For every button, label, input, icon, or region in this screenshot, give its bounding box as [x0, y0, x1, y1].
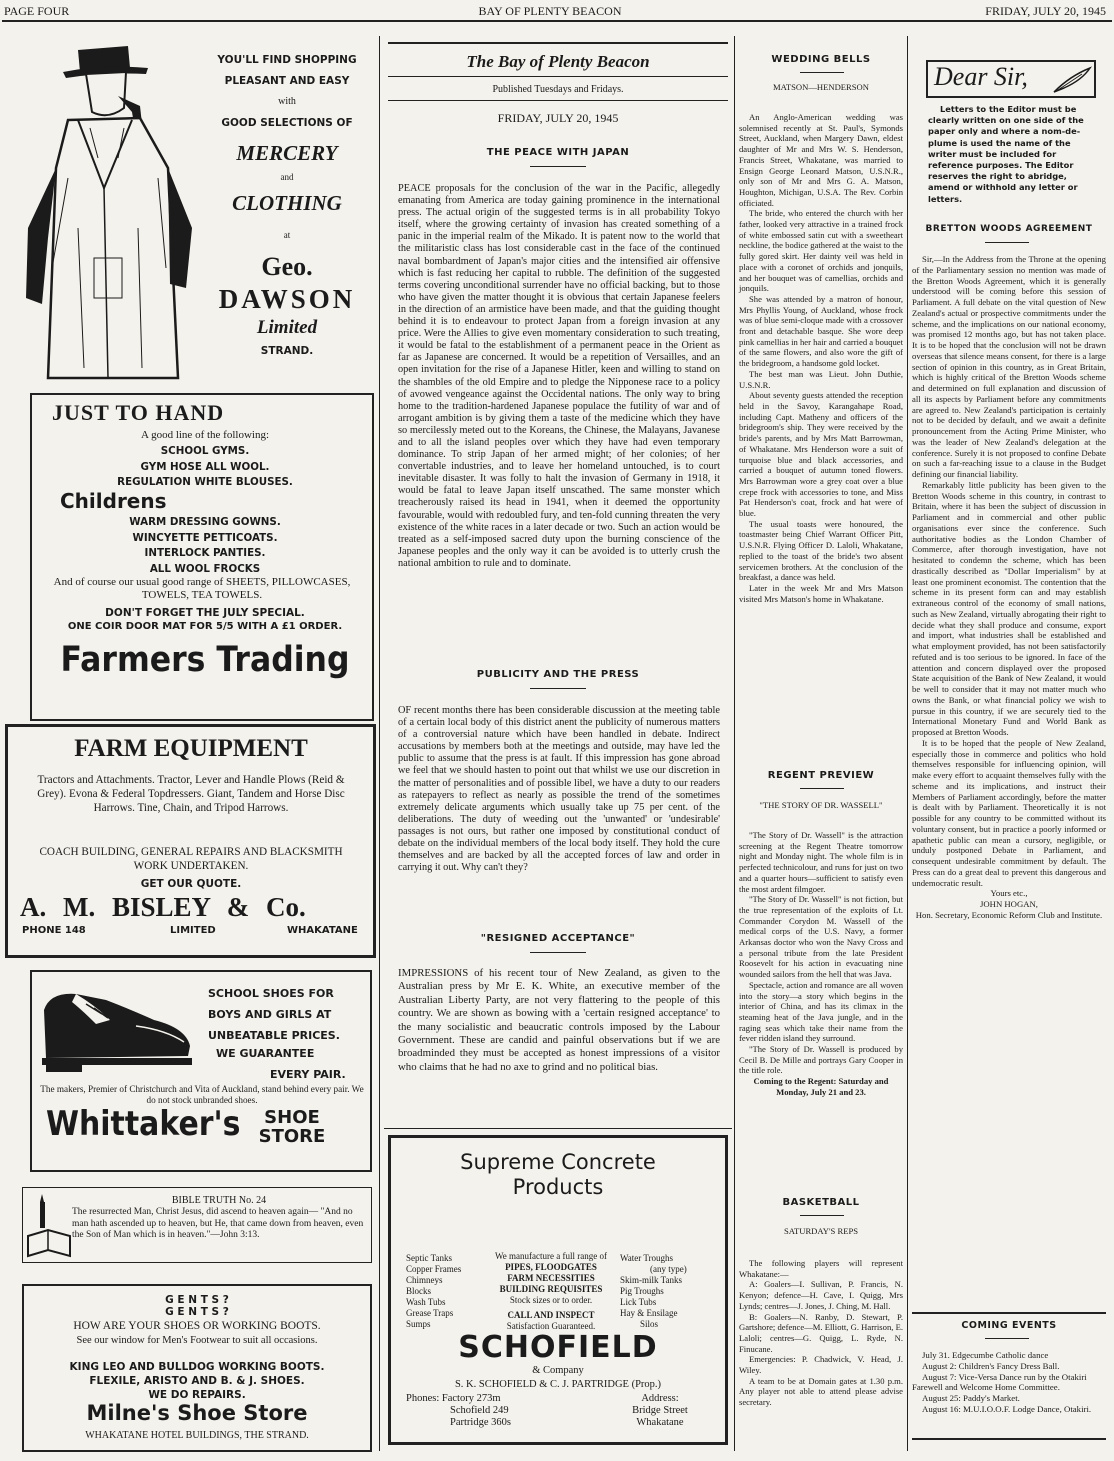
heading-rule [530, 166, 586, 167]
bisley-town: WHAKATANE [287, 925, 358, 936]
bisley-limited: LIMITED [170, 925, 216, 936]
dawson-line4: GOOD SELECTIONS OF [221, 117, 353, 129]
schofield-middle [488, 1251, 614, 1332]
schofield-item: Sumps [406, 1319, 431, 1329]
dawson-line8: at [283, 230, 291, 240]
letter-signer-title: Hon. Secretary, Economic Reform Club and Institute. [915, 909, 1103, 920]
schofield-mid-text: Satisfaction Guaranteed. [506, 1321, 596, 1331]
event-item: August 2: Children's Fancy Dress Ball. [922, 1360, 1060, 1371]
events-heading: COMING EVENTS [961, 1320, 1057, 1331]
shoe-illustration [36, 980, 196, 1079]
whittakers-line: UNBEATABLE PRICES. [208, 1029, 340, 1042]
bisley-quote: GET OUR QUOTE. [140, 878, 242, 890]
farmers-item: WINCYETTE PETTICOATS. [132, 531, 278, 544]
farmers-item: SCHOOL GYMS. [160, 445, 250, 457]
basketball-sub: SATURDAY'S REPS [783, 1226, 859, 1236]
farmers-title: JUST TO HAND [52, 400, 225, 425]
bible-title: BIBLE TRUTH No. 24 [171, 1195, 267, 1206]
schofield-left-list [406, 1253, 461, 1330]
schofield-phones-more [450, 1405, 511, 1429]
wedding-paragraph: The bride, who entered the church with her father, looked very attractive in a trained frock of white embossed satin cut with a sweetheart neckline, the bodice gathered at the waist to the fully gored skirt. Her dainty veil was held in place with a coronet of orchids and jonquils, and her bouquet was of camellias, orchids and jonquils. [739, 208, 903, 294]
editorial-date: FRIDAY, JULY 20, 1945 [497, 111, 619, 125]
basketball-text [739, 1258, 903, 1408]
published-line: Published Tuesdays and Fridays. [492, 84, 624, 95]
schofield-address [612, 1393, 708, 1429]
schofield-item: (any type) [650, 1264, 687, 1274]
schofield-phone: Factory 273m [441, 1393, 501, 1404]
farmers-items1 [40, 444, 370, 491]
schofield-item: Pig Troughs [620, 1286, 664, 1296]
basketball-paragraph: Emergencies: P. Chadwick, V. Head, J. Wiley. [739, 1354, 903, 1376]
letter-signer: JOHN HOGAN, [980, 899, 1038, 909]
man-illustration [8, 28, 198, 388]
header-date: FRIDAY, JULY 20, 1945 [985, 4, 1106, 18]
whittakers-line: SCHOOL SHOES FOR [208, 987, 334, 1000]
editorial-resigned-text: IMPRESSIONS of his recent tour of New Zealand, as given to the Australian press by Mr E. K. White, an executive member of the Australian Liberty Party, are not very flattering to the people of this country. We are shown as bowing with a 'certain resigned acceptance' to the many socialistic and beaucratic controls imposed by the Labour Government. These are candid and painful observations but if we are broadminded they must be accepted as honest impressions of a visitor who claims that he had no axe to grind and no political bias. [398, 967, 720, 1073]
schofield-phones [406, 1393, 501, 1405]
wedding-text [739, 112, 903, 604]
schofield-item: Silos [640, 1319, 659, 1329]
whittakers-guarantee: WE GUARANTEE [216, 1047, 315, 1060]
heading-rule [800, 72, 844, 73]
dawson-line3: with [278, 96, 296, 107]
editorial-heading-resigned: "RESIGNED ACCEPTANCE" [480, 933, 636, 944]
schofield-phone: Schofield 249 [450, 1405, 509, 1416]
schofield-item: Skim-milk Tanks [620, 1275, 682, 1285]
heading-rule [800, 1215, 844, 1216]
bisley-name: A. M. BISLEY & Co. [20, 892, 306, 922]
event-item: July 31. Edgecumbe Catholic dance [922, 1350, 1049, 1360]
bretton-letter [912, 254, 1106, 921]
masthead-rule [388, 42, 728, 44]
heading-rule [530, 952, 586, 953]
wedding-paragraph: An Anglo-American wedding was solemnised recently at St. Paul's, Symonds Street, Auckland, when Margery Dawn, eldest daughter of Mr and Mrs W. S. Henderson, Francis Street, Whakatane, was married to Ensign George Leonard Matson, U.S.N.R., only son of Mr and Mrs G. A. Matson, Houghton, Michigan, U.S.A. The Rev. Corbin officiated. [739, 112, 903, 208]
basketball-heading: BASKETBALL [782, 1197, 860, 1208]
schofield-item: Septic Tanks [406, 1253, 452, 1263]
heading-rule [530, 688, 586, 689]
schofield-address-line: Whakatane [636, 1417, 684, 1428]
dawson-geo: Geo. [261, 252, 313, 281]
whittakers-line: BOYS AND GIRLS AT [208, 1008, 332, 1021]
editorial-heading-japan: THE PEACE WITH JAPAN [486, 147, 630, 158]
bisley-body2: COACH BUILDING, GENERAL REPAIRS AND BLACKSMITH WORK UNDERTAKEN. [39, 846, 343, 872]
schofield-item: Hay & Ensilage [620, 1308, 678, 1318]
bisley-title: FARM EQUIPMENT [74, 735, 308, 762]
whittakers-lines [208, 983, 340, 1046]
schofield-right-list [620, 1253, 687, 1330]
bisley-phone: PHONE 148 [22, 925, 86, 936]
farmers-childrens: Childrens [60, 489, 167, 513]
wedding-heading: WEDDING BELLS [771, 54, 871, 65]
section-rule [384, 1128, 732, 1129]
schofield-item: Copper Frames [406, 1264, 462, 1274]
schofield-phones-label: Phones: [406, 1393, 440, 1404]
schofield-item: Chimneys [406, 1275, 443, 1285]
farmers-items2 [40, 515, 370, 577]
editorial-japan-text: PEACE proposals for the conclusion of the war in the Pacific, allegedly emanating from America are today gaining prominence in the international press. The actual origin of the suggested terms is in all probability Tokyo itself, where the growing certainty of invasion has created something of a panic in the imperial realm of the Mikado. It is patent now to the world that the militaristic class has lost considerable cast in the face of the continued naval bombardment of Japan's major cities and the intensified air offensive which is fast reducing her capital to rubble. The definition of the suggested terms covering unconditional surrender have no official backing, but to those who have given the matter thought it is obvious that certain Japanese feelers in the direction of an armistice have been made, and that the guiding thought behind it is to endeavour to protect Japan from a foreign invasion at any price. Were the Allies to give even momentary consideration to such treating, it would be fatal to the establishment of a permanent peace in the Orient as far as Japanese are concerned. It would be a repetition of Versailles, and an open invitation for the rise of a Japanese Hitler, keen and willing to stand on the shambles of the old Empire and to pledge the Nipponese race to a policy of avowed vengeance against the Occidental nations. The only way to bring home to the tradition-hardened Japanese populace the futility of war and of arrogant ambition is by giving them a taste of the medicine which they have so mercilessly meted out to the Koreans, the Chinese, the Malayans, Javanese and to all the island peoples over which they have had even temporary dominance. To strip Japan of her armed might; of her colonies; of her convertable industries, and to leave her homeland untouched, is to court inevitable disaster. It was folly to halt the invasion of Germany in 1918, it would be fatal to leave Japan itself unscathed. The same monster which treacherously raised its head in 1941, when it deemed the opportunity favourable, would with redoubled fury, and ten-fold cunning threaten the very existence of the white races in a later decade or two. Such an action would be treated as a self-imposed sacred duty upon the burning conscience of the Japanese peoples and the only way it can be avoided is to utterly crush the national ambition to rule and to dominate. [398, 183, 720, 569]
farmers-item: WARM DRESSING GOWNS. [129, 516, 281, 528]
milnes-line4: See our window for Men's Footwear to suit all occasions. [76, 1335, 318, 1346]
regent-text [739, 830, 903, 1098]
header-rule [2, 20, 1112, 22]
section-rule [912, 1438, 1106, 1440]
whittakers-every-pair: EVERY PAIR. [270, 1068, 346, 1081]
editorial-heading-publicity: PUBLICITY AND THE PRESS [476, 669, 640, 680]
schofield-title [392, 1150, 724, 1200]
masthead: The Bay of Plenty Beacon [466, 52, 650, 71]
basketball-paragraph: A team to be at Domain gates at 1.30 p.m. Any player not able to attend please advise secretary. [739, 1375, 903, 1408]
basketball-paragraph: A: Goalers—I. Sullivan, P. Francis, N. Kenyon; defence—H. Cave, I. Quigg, Mrs Lynds; centres—J. Jones, J. Ching, M. Hall. [739, 1279, 903, 1311]
letter-paragraph: Sir,—In the Address from the Throne at the opening of the Parliamentary session no mention was made of the Bretton Woods Agreement, which it is generally understood will be coming before this session of Parliament. A full debate on the vital question of New Zealand's actual or prospective commitments under the scheme, and the implications on our national economy, was promised 12 months ago, but has not taken place. It is to be hoped that the conclusion will not be drawn overseas that silence means consent, for there is a large section of opinion in this country, as in Great Britain, which is highly critical of the Bretton Woods scheme and determined on full explanation and discussion of all its aspects by Parliament before any commitments are agreed to. New Zealand's participation is certainly not to be decided by default, and we await a definite pronouncement from the Acting Prime Minister, who was the leader of New Zealand's delegation at the conference. Surely it is not proposed to confine Debate on such a far-reaching issue to a clause in the Budget defining our financial liability. [912, 254, 1106, 479]
column-rule [734, 36, 735, 1451]
dawson-line1: YOU'LL FIND SHOPPING [217, 54, 357, 66]
regent-paragraph: "The Story of Dr. Wassell is produced by Cecil B. De Mille and portrays Gary Cooper in the title role. [739, 1044, 903, 1076]
dawson-name: DAWSON [218, 284, 356, 314]
schofield-title1: Supreme Concrete [460, 1150, 656, 1174]
letter-closing: Yours etc., [990, 888, 1028, 899]
farmers-intro: A good line of the following: [140, 429, 269, 441]
schofield-item: Wash Tubs [406, 1297, 446, 1307]
wedding-paragraph: Later in the week Mr and Mrs Matson visited Mrs Matson's home in Whakatane. [739, 582, 903, 604]
regent-sub: "THE STORY OF DR. WASSELL" [759, 800, 883, 810]
letter-paragraph: Remarkably little publicity has been given to the Bretton Woods scheme in this country, in contrast to Britain, where it has been the subject of discussion in Parliament and in commercial and other public organisations ever since the conference. Such authoritative bodies as the London Chamber of Commerce, after thorough investigation, have not hesitated to condemn the scheme, which has been drastically described as "Dollar Imperialism" by at least one prominent economist. The contention that the scheme in its present form can and may establish extraneous control of the economy of small nations, such as New Zealand, virtually abrogating their right to decide what they shall produce and consume, export and import, what industries shall be established and what employment provided, has not been satisfactorily refuted and is too serious to be ignored. In face of the attention and concern displayed over the proposed State acquisition of the Bank of New Zealand, it would be well to consider that it may not matter much who owns the Bank, or what financial policy we wish to pursue in this country, if we are securely tied to the International Monetary Fund and World Bank as proposed at Bretton Woods. [912, 479, 1106, 737]
schofield-props: S. K. SCHOFIELD & C. J. PARTRIDGE (Prop.) [454, 1379, 662, 1390]
section-rule [912, 1312, 1106, 1314]
bretton-heading: BRETTON WOODS AGREEMENT [925, 224, 1093, 234]
milnes-gents [24, 1294, 370, 1318]
dawson-line2: PLEASANT AND EASY [224, 75, 350, 87]
farmers-item: GYM HOSE ALL WOOL. [140, 460, 270, 473]
farmers-range: And of course our usual good range of SHEETS, PILLOWCASES, TOWELS, TEA TOWELS. [53, 576, 351, 601]
schofield-address-line: Bridge Street [632, 1405, 688, 1416]
column-rule [379, 36, 380, 1451]
quill-icon [1052, 66, 1092, 98]
whittakers-makers: The makers, Premier of Christchurch and Vita of Auckland, stand behind every pair. We do not stock unbranded shoes. [40, 1084, 364, 1105]
regent-paragraph: "The Story of Dr. Wassell" is the attraction screening at the Regent Theatre tomorrow night and Monday night. The whole film is in perfected technicolour, and runs for just on two and a quarter hours—sufficient to satisfy even the most ardent filmgoer. [739, 830, 903, 894]
milnes-line7: WE DO REPAIRS. [148, 1389, 246, 1401]
milnes-address: WHAKATANE HOTEL BUILDINGS, THE STRAND. [85, 1430, 309, 1441]
schofield-item: Grease Traps [406, 1308, 454, 1318]
event-item: August 25: Paddy's Market. [922, 1393, 1020, 1404]
farmers-offer: ONE COIR DOOR MAT FOR 5/5 WITH A £1 ORDER. [67, 621, 343, 632]
dawson-clothing: CLOTHING [232, 191, 342, 215]
whittakers-shoe-store [246, 1108, 338, 1146]
masthead-rule [388, 76, 728, 77]
heading-rule [985, 242, 1029, 243]
letter-paragraph: It is to be hoped that the people of New Zealand, especially those in commerce and politics who hold themselves responsible for influencing opinion, will make every effort to acquaint themselves fully with the scheme and its implications, and instruct their Members of Parliament accordingly, before the matter is dealt with by Parliament. Theoretically it is not possible for any country to be committed without its voluntary consent, but in practice a poorly informed or apathetic public can mean a cursory, negligible, or unduly postponed Debate in Parliament, and consequent undesirable commitment by default. The Press can do a great deal to prevent this dangerous and undemocratic result. [912, 737, 1106, 888]
basketball-paragraph: The following players will represent Whakatane:— [739, 1258, 903, 1279]
farmers-item: INTERLOCK PANTIES. [144, 547, 266, 559]
regent-paragraph: "The Story of Dr. Wassell" is not fiction, but the true representation of the exploits of Lt. Commander Corydon M. Wassell of the medical corps of the U.S. Navy, a former Arkansas doctor who won the Navy Cross and a personal tribute from the late President Roosevelt for his action in evacuating nine wounded sailors from the hell that was Java. [739, 894, 903, 980]
events-list [912, 1350, 1106, 1415]
wedding-paragraph: The best man was Lieut. John Duthie, U.S.N.R. [739, 368, 903, 390]
wedding-paragraph: The usual toasts were honoured, the toastmaster being Chief Warrant Officer Pitt, U.S.N.R. Flying Officer D. Laloli, Whakatane, replied to the toast of the bride's two absent servicemen brothers. At the conclusion of the breakfast, a dance was held. [739, 518, 903, 583]
schofield-address-label: Address: [641, 1393, 679, 1404]
dawson-mercery: MERCERY [236, 141, 338, 165]
paper-name: BAY OF PLENTY BEACON [478, 4, 622, 18]
wedding-paragraph: She was attended by a matron of honour, Mrs Phyllis Young, of Auckland, whose frock was of blue semi-cloque made with a crossover front and detachable basque. She wore deep pink camellias in her hair and carried a bouquet of the same flowers, and also wore the gift of the bridegroom, a handsome gold locket. [739, 293, 903, 369]
regent-heading: REGENT PREVIEW [767, 770, 875, 781]
schofield-mid-text: Stock sizes or to order. [509, 1295, 593, 1305]
book-candle-icon [26, 1190, 72, 1264]
farmers-item: REGULATION WHITE BLOUSES. [117, 476, 293, 488]
event-item: August 16: M.U.I.O.O.F. Lodge Dance, Otakiri. [922, 1403, 1092, 1414]
farmers-brand: Farmers Trading [60, 640, 350, 680]
dawson-line6: and [280, 172, 294, 182]
heading-rule [985, 1338, 1029, 1339]
column-rule [907, 36, 908, 1451]
milnes-line5: KING LEO AND BULLDOG WORKING BOOTS. [69, 1361, 325, 1373]
schofield-mid-text: We manufacture a full range of [495, 1251, 607, 1261]
milnes-gents-line: G E N T S ? [165, 1306, 229, 1318]
schofield-mid-item: PIPES, FLOODGATES [505, 1262, 597, 1272]
farmers-item: ALL WOOL FROCKS [149, 562, 261, 575]
schofield-item: Water Troughs [620, 1253, 674, 1263]
dawson-limited: Limited [256, 317, 318, 338]
letters-notice: Letters to the Editor must be clearly written on one side of the paper only and where a nom-de-plume is used the name of the writer must be included for reference purposes. The Editor reserves the right to abridge, amend or withhold any letter or letters. [928, 104, 1084, 204]
whittakers-store: STORE [258, 1126, 326, 1147]
dear-sir-logo: Dear Sir, [934, 62, 1028, 91]
schofield-phone: Partridge 360s [450, 1417, 511, 1428]
schofield-mid-text: CALL AND INSPECT [507, 1310, 595, 1320]
schofield-item: Blocks [406, 1286, 432, 1296]
schofield-item: Lick Tubs [620, 1297, 657, 1307]
bible-text: The resurrected Man, Christ Jesus, did ascend to heaven again— "And no man hath ascended up to heaven, but He, that came down from heaven, even the Son of Man which is in heaven."—John 3:13. [72, 1207, 364, 1241]
schofield-mid-item: FARM NECESSITIES [507, 1273, 595, 1283]
regent-paragraph: Spectacle, action and romance are all woven into the story—a story which begins in the interior of China, and has its climax in the steaming heat of the Java jungle, and in the raging seas which take their name from the fever ridden island they surround. [739, 979, 903, 1044]
schofield-title2: Products [512, 1175, 604, 1199]
schofield-company: & Company [532, 1365, 584, 1376]
farmers-special: DON'T FORGET THE JULY SPECIAL. [105, 607, 305, 619]
dawson-strand: STRAND. [260, 345, 314, 357]
event-item: August 7: Vice-Versa Dance run by the Otakiri Farewell and Welcome Home Committee. [912, 1371, 1087, 1393]
schofield-brand: SCHOFIELD [458, 1330, 658, 1365]
wedding-paragraph: About seventy guests attended the reception held in the Savoy, Karangahape Road, including Capt. Matheny and officers of the bridegroom's ship. They were received by the bride's parents, and by Mrs Matt Barrowman, of Whakatane. Mrs Henderson wore a suit of turquoise blue and black accessories, and carried a bouquet of autumn toned flowers. Mrs Barrowman wore a grey coat over a blue crepe frock with accessories to tone, and Miss Pat Henderson's coat, frock and hat were of blue. [739, 390, 903, 519]
schofield-mid-item: BUILDING REQUISITES [499, 1284, 603, 1294]
milnes-line6: FLEXILE, ARISTO AND B. & J. SHOES. [89, 1375, 305, 1387]
wedding-sub: MATSON—HENDERSON [773, 82, 869, 92]
whittakers-brand: Whittaker's [46, 1104, 241, 1144]
regent-end: Coming to the Regent: Saturday and Monday, July 21 and 23. [753, 1076, 889, 1097]
milnes-line3: HOW ARE YOUR SHOES OR WORKING BOOTS. [73, 1320, 321, 1332]
heading-rule [800, 788, 844, 789]
milnes-brand: Milne's Shoe Store [86, 1401, 308, 1425]
page-number: PAGE FOUR [4, 4, 70, 18]
editorial-publicity-text: OF recent months there has been considerable discussion at the meeting table of a certain local body of this district anent the publicity of numerous matters of a controversial nature which have been handled in debate. Indirect accusations by members both at the meetings and outside, may have led the public to assume that the press is at fault. If this impression has gone abroad we feel that we should hasten to point out that whilst we use our discretion in the matter of personalities and of possible libel, we have a duty to our readers as ratepayers to reflect as nearly as possible the trend of the sometimes extremely delicate arguments which usually take up 75 per cent. of the deliberations. The duty of weeding out the 'unwanted' or 'undesirable' passages is not ours, but rather one imposed by constitutional conduct of debate on the individual members of the local body itself. They hold the cure themselves and are backed by all the accepted forces of law and order in carrying it out. Why can't they? [398, 705, 720, 874]
bisley-body: Tractors and Attachments. Tractor, Lever and Handle Plows (Reid & Grey). Evona & Federal Topdressers. Giant, Tandem and Horse Disc Harrows. Tine, Chain, and Tripod Harrows. [37, 774, 345, 814]
whittakers-shoe: SHOE [264, 1107, 320, 1128]
basketball-paragraph: B: Goalers—N. Ranby, D. Stewart, P. Gartshore; defence—M. Elliott, G. Harrison, E. Laloli; centres—G. Quigg, L. Ryde, N. Finucane. [739, 1311, 903, 1354]
milnes-gents-line: G E N T S ? [165, 1294, 229, 1306]
masthead-rule [388, 100, 728, 101]
